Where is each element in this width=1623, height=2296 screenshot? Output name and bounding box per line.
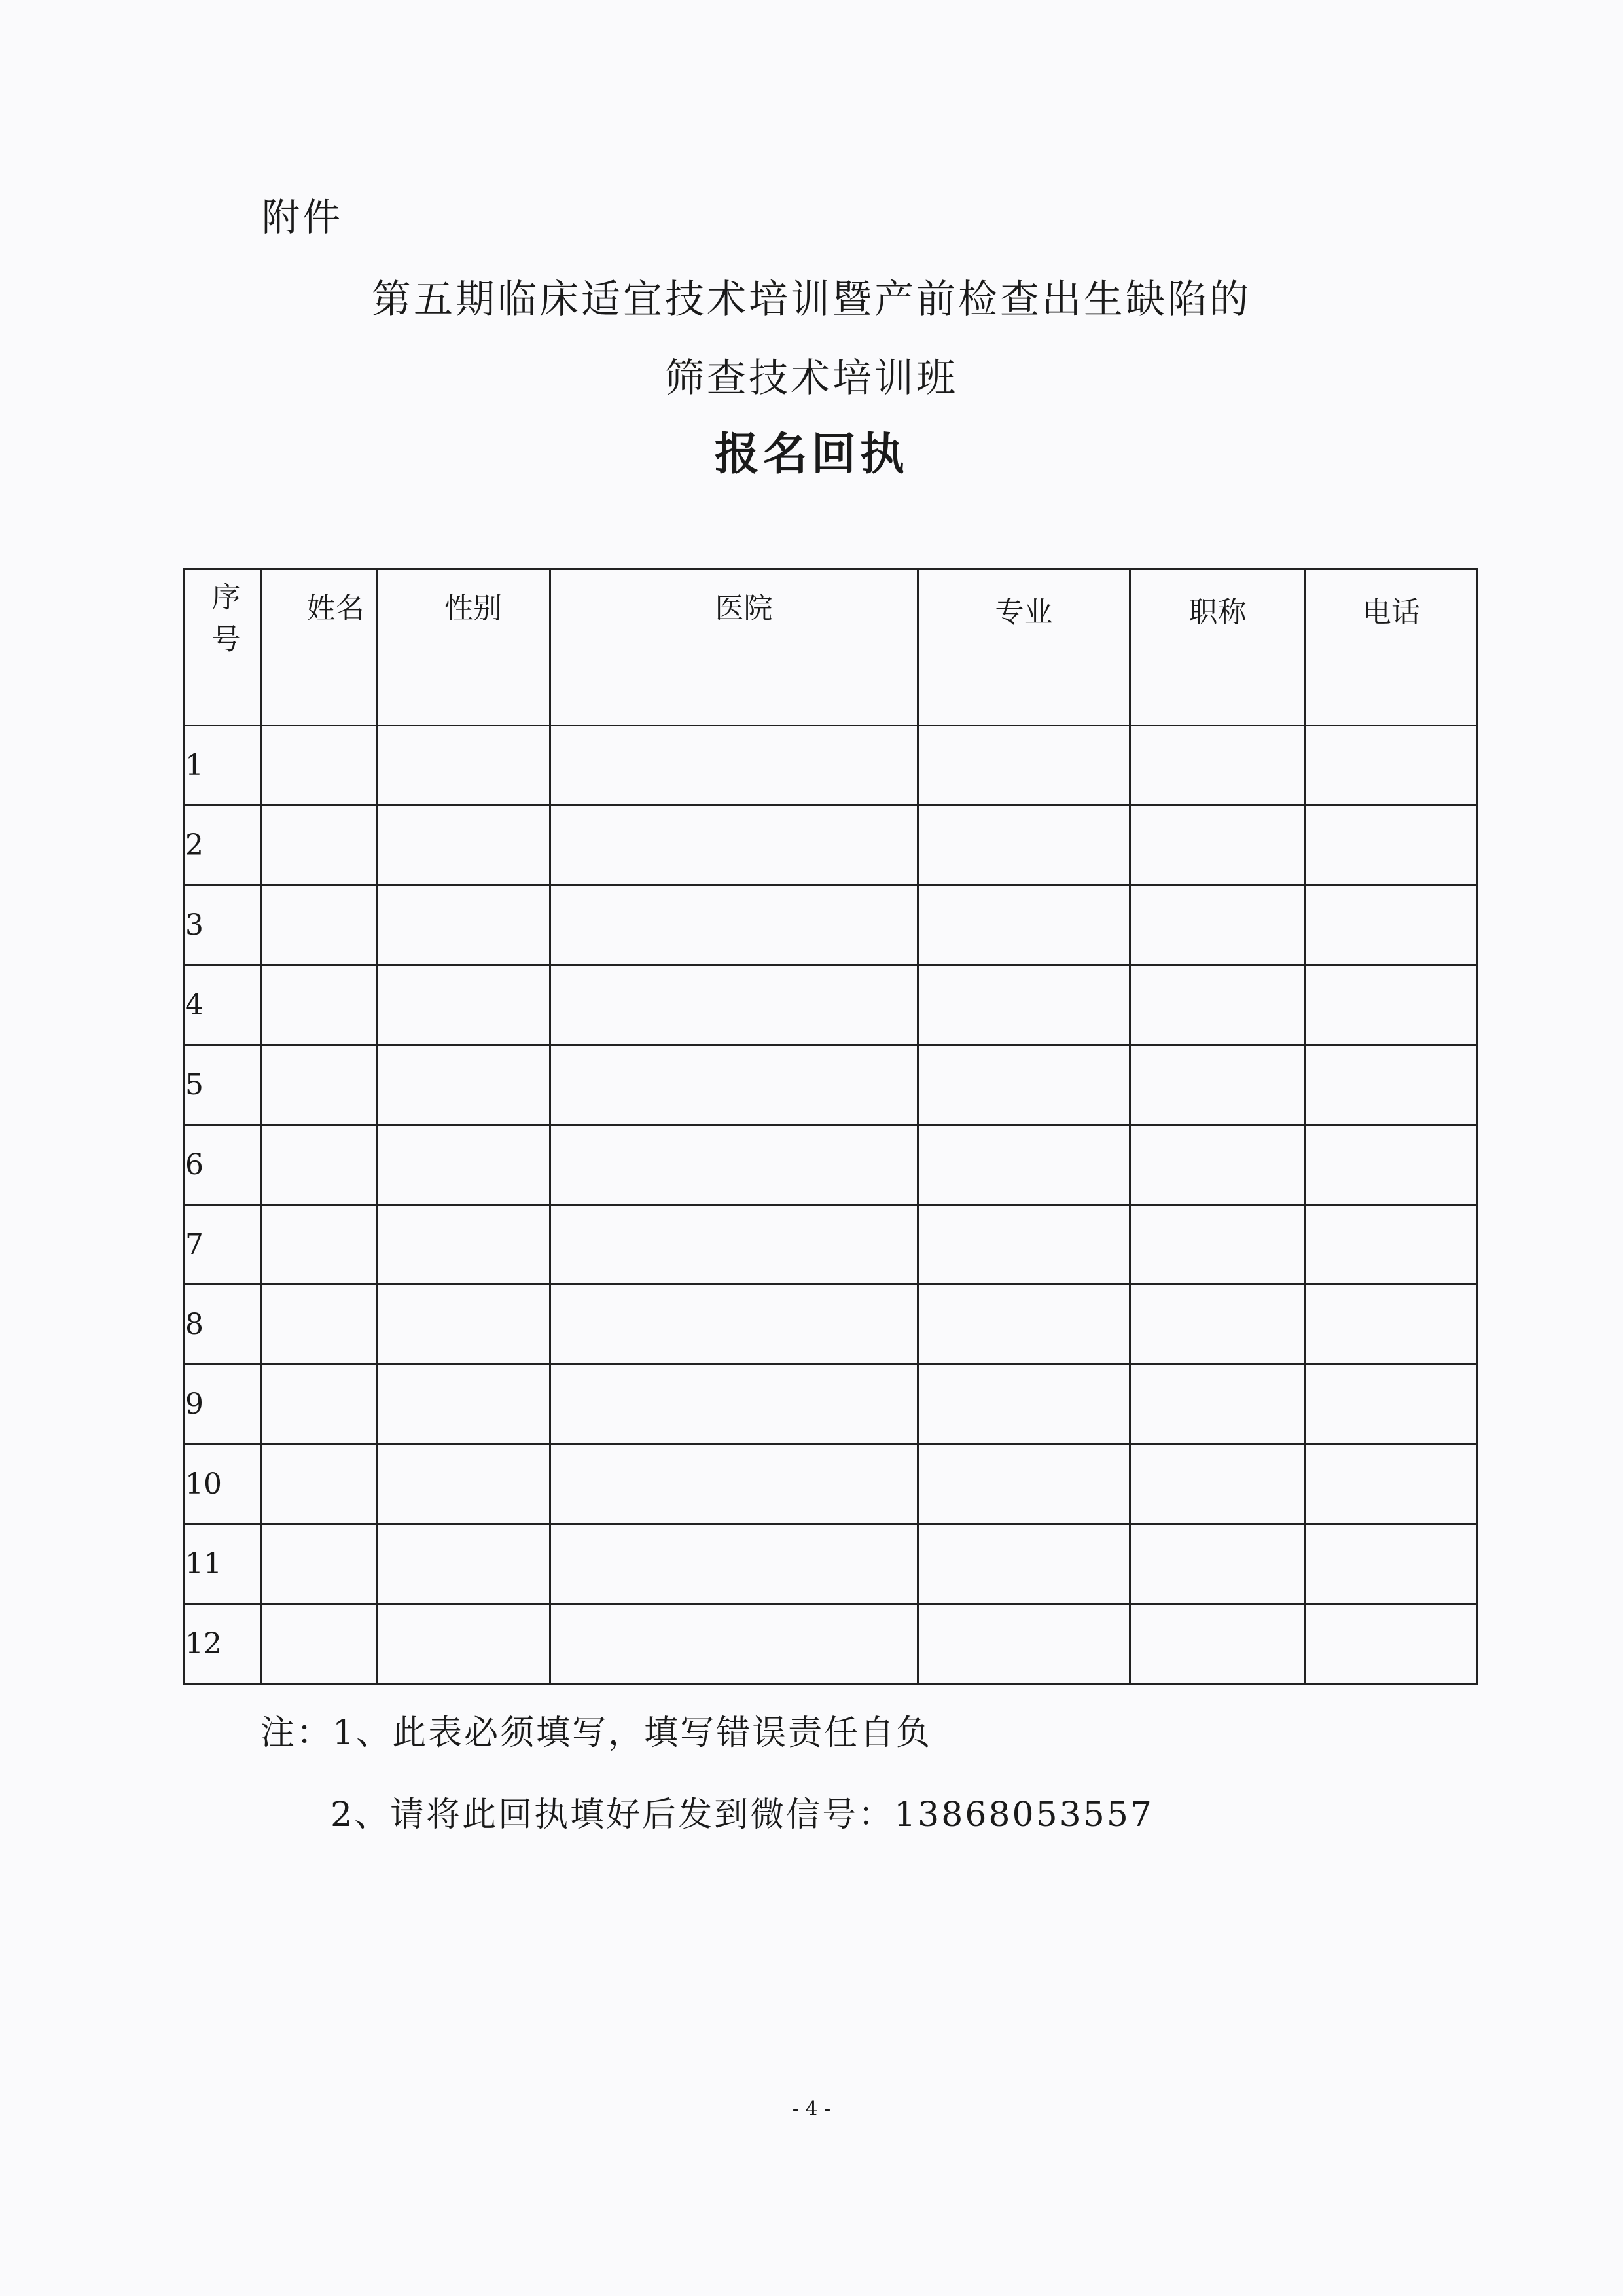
cell-gender[interactable]	[377, 1125, 550, 1205]
cell-hospital[interactable]	[550, 1205, 918, 1285]
cell-phone[interactable]	[1306, 806, 1478, 886]
cell-phone[interactable]	[1306, 1524, 1478, 1604]
row-number: 12	[185, 1604, 262, 1684]
cell-title[interactable]	[1130, 1365, 1306, 1444]
table-row	[185, 806, 1478, 886]
cell-specialty[interactable]	[918, 1285, 1130, 1365]
cell-hospital[interactable]	[550, 1125, 918, 1205]
cell-specialty[interactable]	[918, 1205, 1130, 1285]
cell-name[interactable]	[262, 965, 377, 1045]
table-row	[185, 1604, 1478, 1684]
cell-name[interactable]	[262, 1045, 377, 1125]
cell-hospital[interactable]	[550, 726, 918, 806]
header-gender: 性别	[377, 569, 550, 726]
cell-phone[interactable]	[1306, 1045, 1478, 1125]
cell-specialty[interactable]	[918, 806, 1130, 886]
cell-name[interactable]	[262, 726, 377, 806]
registration-table	[183, 568, 1478, 1685]
cell-title[interactable]	[1130, 1205, 1306, 1285]
cell-name[interactable]	[262, 1524, 377, 1604]
cell-specialty[interactable]	[918, 1444, 1130, 1524]
table-row	[185, 1285, 1478, 1365]
row-number: 4	[185, 965, 262, 1045]
cell-name[interactable]	[262, 1604, 377, 1684]
row-number: 2	[185, 806, 262, 886]
cell-gender[interactable]	[377, 1444, 550, 1524]
title-line-2: 筛查技术培训班	[665, 355, 958, 401]
header-name: 姓名	[262, 569, 377, 726]
table-row	[185, 726, 1478, 806]
row-number: 9	[185, 1365, 262, 1444]
cell-hospital[interactable]	[550, 886, 918, 965]
table-row	[185, 965, 1478, 1045]
row-number: 5	[185, 1045, 262, 1125]
cell-phone[interactable]	[1306, 1444, 1478, 1524]
cell-hospital[interactable]	[550, 806, 918, 886]
form-title: 报名回执	[714, 428, 908, 480]
cell-specialty[interactable]	[918, 886, 1130, 965]
cell-title[interactable]	[1130, 1524, 1306, 1604]
cell-gender[interactable]	[377, 965, 550, 1045]
cell-hospital[interactable]	[550, 1045, 918, 1125]
cell-title[interactable]	[1130, 886, 1306, 965]
cell-title[interactable]	[1130, 1604, 1306, 1684]
cell-title[interactable]	[1130, 726, 1306, 806]
cell-phone[interactable]	[1306, 886, 1478, 965]
cell-gender[interactable]	[377, 1604, 550, 1684]
cell-gender[interactable]	[377, 1524, 550, 1604]
row-number: 8	[185, 1285, 262, 1365]
table-row	[185, 1125, 1478, 1205]
note-1: 注：1、此表必须填写，填写错误责任自负	[260, 1713, 933, 1753]
cell-specialty[interactable]	[918, 1125, 1130, 1205]
cell-name[interactable]	[262, 1444, 377, 1524]
attachment-label: 附件	[262, 195, 344, 240]
cell-title[interactable]	[1130, 965, 1306, 1045]
cell-name[interactable]	[262, 1125, 377, 1205]
cell-hospital[interactable]	[550, 965, 918, 1045]
cell-phone[interactable]	[1306, 965, 1478, 1045]
cell-name[interactable]	[262, 1365, 377, 1444]
cell-gender[interactable]	[377, 806, 550, 886]
cell-name[interactable]	[262, 1285, 377, 1365]
cell-gender[interactable]	[377, 886, 550, 965]
row-number: 7	[185, 1205, 262, 1285]
row-number: 3	[185, 886, 262, 965]
cell-gender[interactable]	[377, 726, 550, 806]
header-phone: 电话	[1306, 569, 1478, 726]
cell-phone[interactable]	[1306, 1125, 1478, 1205]
cell-specialty[interactable]	[918, 1604, 1130, 1684]
cell-phone[interactable]	[1306, 1285, 1478, 1365]
table-row	[185, 1045, 1478, 1125]
cell-hospital[interactable]	[550, 1444, 918, 1524]
header-row	[185, 569, 1478, 726]
header-specialty: 专业	[918, 569, 1130, 726]
cell-specialty[interactable]	[918, 1524, 1130, 1604]
cell-gender[interactable]	[377, 1365, 550, 1444]
cell-hospital[interactable]	[550, 1604, 918, 1684]
row-number: 1	[185, 726, 262, 806]
row-number: 10	[185, 1444, 262, 1524]
cell-name[interactable]	[262, 886, 377, 965]
cell-specialty[interactable]	[918, 1045, 1130, 1125]
cell-specialty[interactable]	[918, 726, 1130, 806]
cell-phone[interactable]	[1306, 1604, 1478, 1684]
header-seq: 序号	[185, 569, 262, 726]
header-title: 职称	[1130, 569, 1306, 726]
cell-name[interactable]	[262, 1205, 377, 1285]
row-number: 6	[185, 1125, 262, 1205]
header-hospital: 医院	[550, 569, 918, 726]
cell-phone[interactable]	[1306, 1365, 1478, 1444]
cell-phone[interactable]	[1306, 726, 1478, 806]
page-number: - 4 -	[792, 2098, 831, 2121]
table-row	[185, 1365, 1478, 1444]
row-number: 11	[185, 1524, 262, 1604]
cell-title[interactable]	[1130, 1045, 1306, 1125]
cell-hospital[interactable]	[550, 1524, 918, 1604]
cell-gender[interactable]	[377, 1045, 550, 1125]
title-line-1: 第五期临床适宜技术培训暨产前检查出生缺陷的	[372, 277, 1251, 323]
table-row	[185, 1444, 1478, 1524]
cell-title[interactable]	[1130, 806, 1306, 886]
cell-title[interactable]	[1130, 1444, 1306, 1524]
cell-phone[interactable]	[1306, 1205, 1478, 1285]
cell-title[interactable]	[1130, 1125, 1306, 1205]
cell-hospital[interactable]	[550, 1285, 918, 1365]
table-row	[185, 1205, 1478, 1285]
note-2: 2、请将此回执填好后发到微信号：13868053557	[330, 1795, 1154, 1835]
cell-gender[interactable]	[377, 1285, 550, 1365]
table-row	[185, 1524, 1478, 1604]
cell-hospital[interactable]	[550, 1365, 918, 1444]
cell-specialty[interactable]	[918, 965, 1130, 1045]
cell-specialty[interactable]	[918, 1365, 1130, 1444]
cell-title[interactable]	[1130, 1285, 1306, 1365]
table-row	[185, 886, 1478, 965]
cell-name[interactable]	[262, 806, 377, 886]
cell-gender[interactable]	[377, 1205, 550, 1285]
